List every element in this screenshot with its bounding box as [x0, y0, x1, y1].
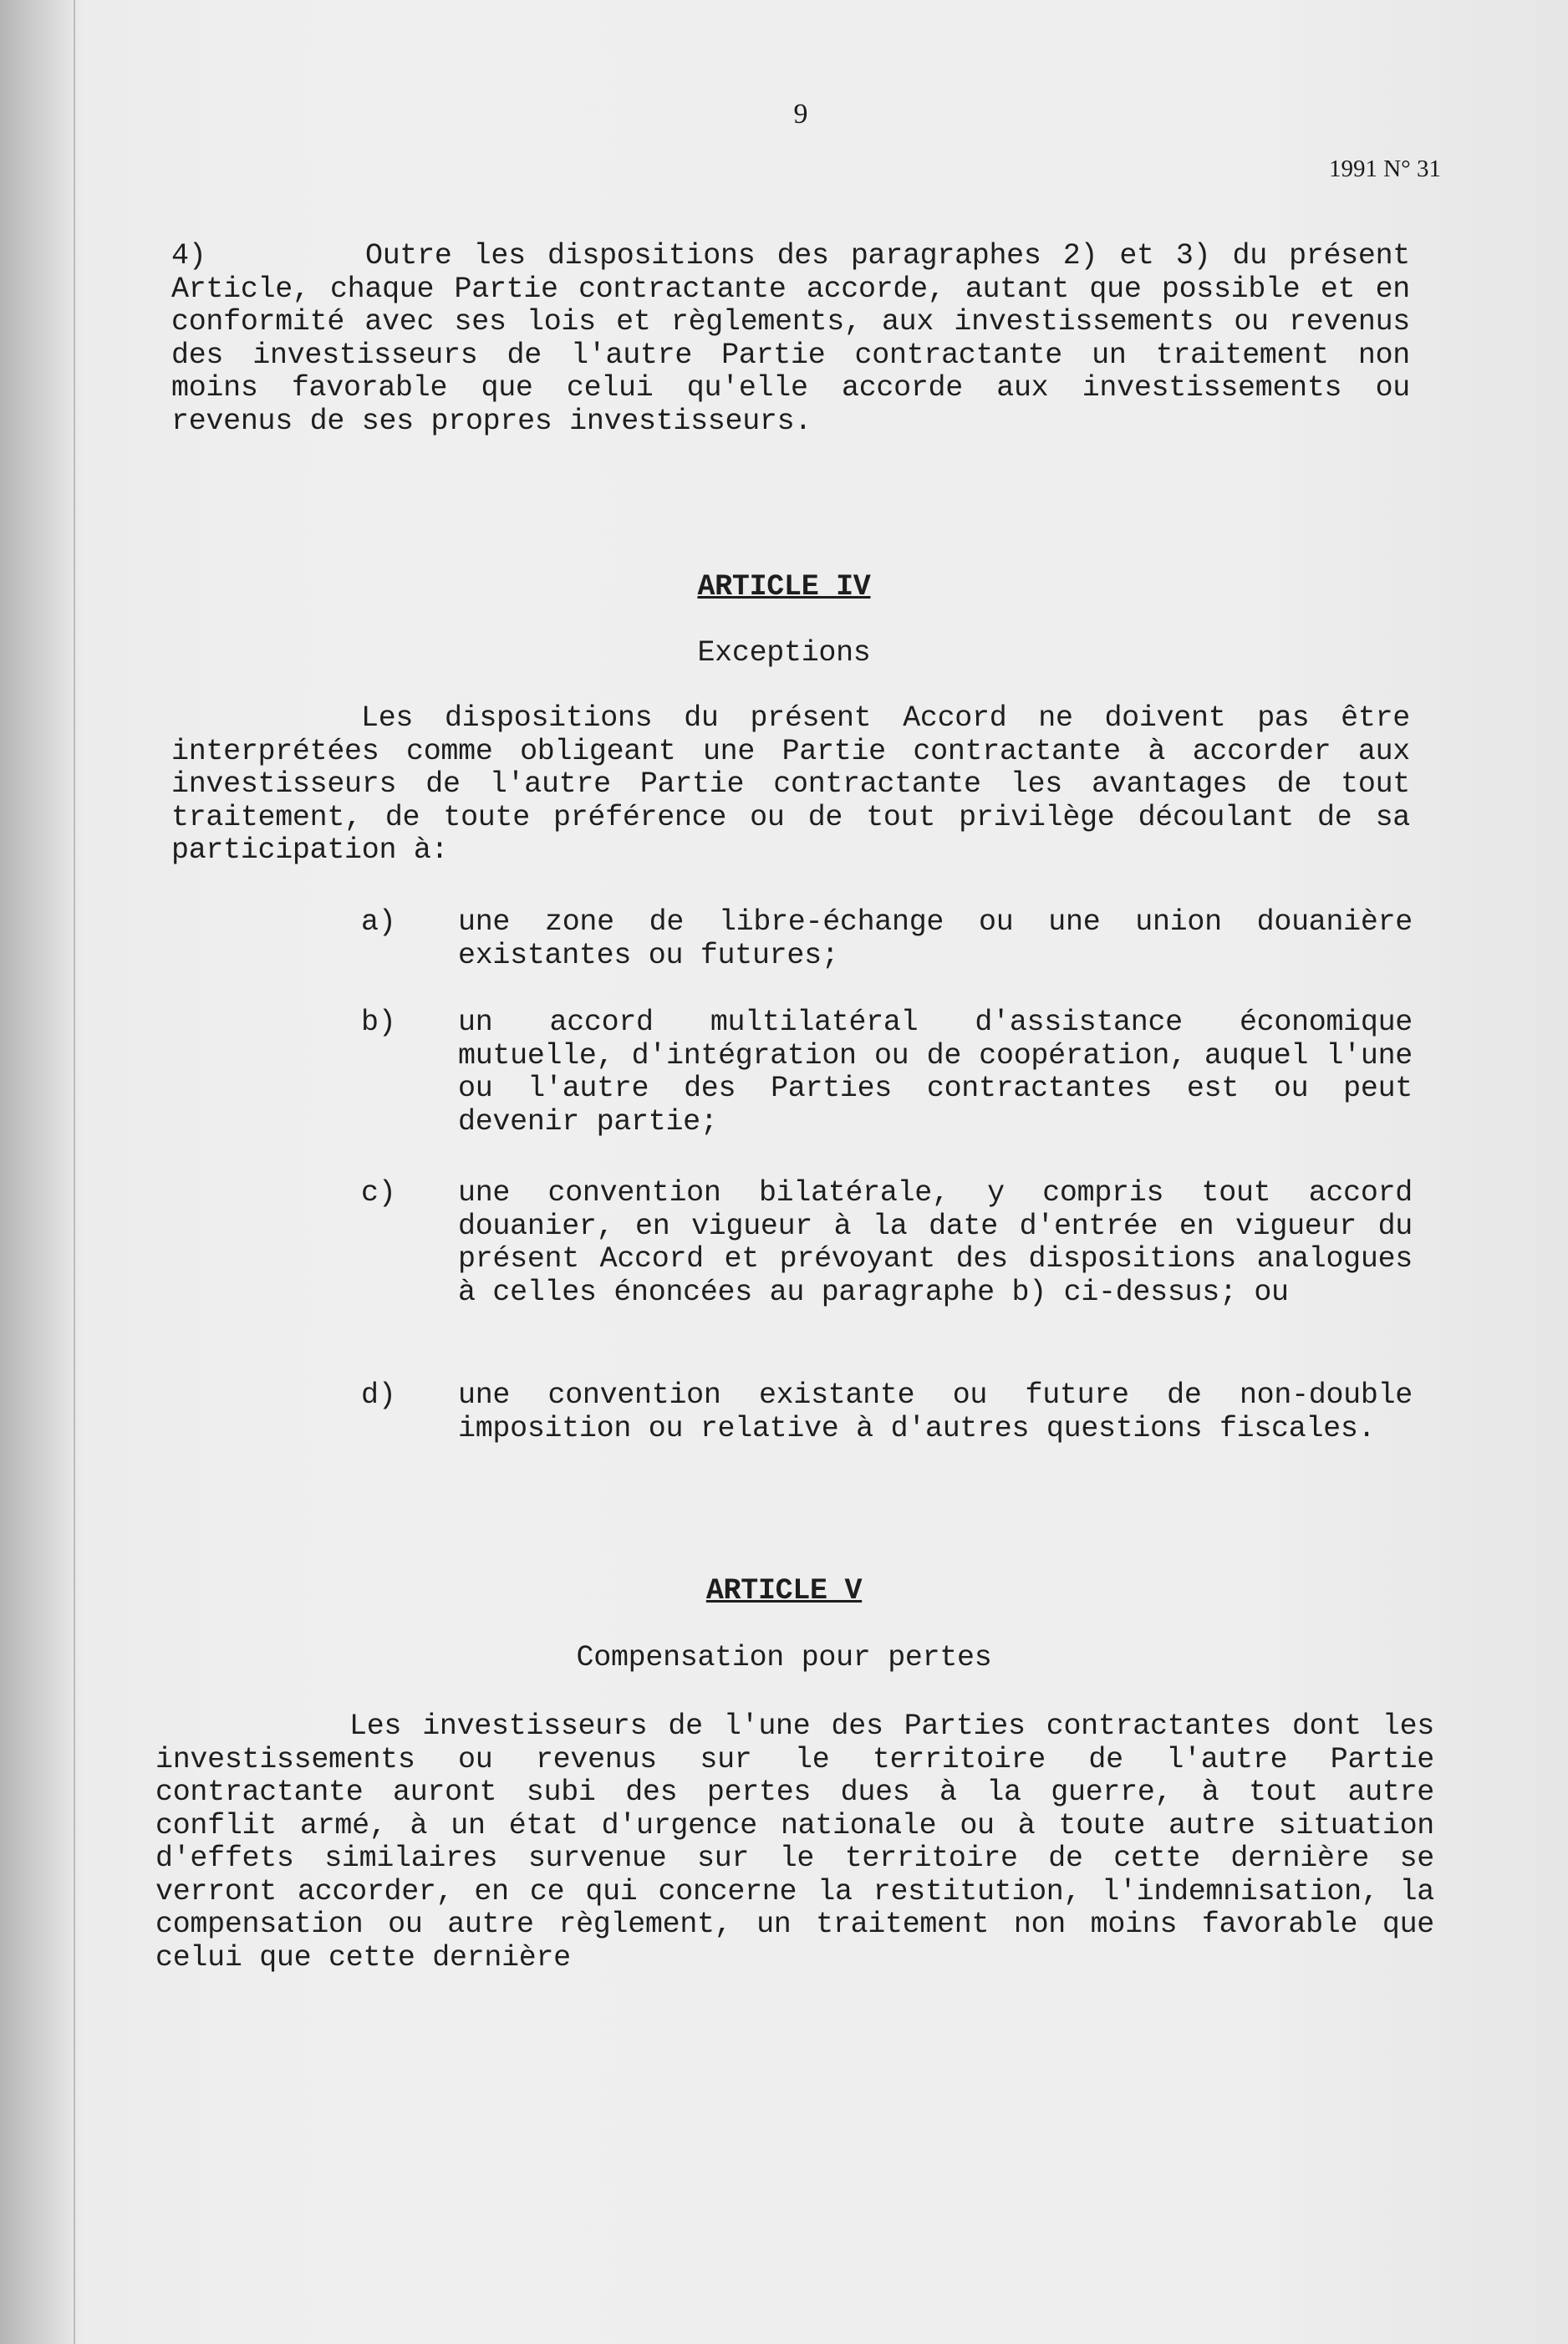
document-reference: 1991 N° 31 [1328, 155, 1441, 182]
article-iv-intro [171, 702, 1410, 868]
item-c-label: c) [361, 1176, 396, 1210]
article-v-body-text: Les investisseurs de l'une des Parties contractantes dont les investissements ou revenus sur le territoire de l'autre Partie contractante auront subi des pertes dues à la guerre, à tout autre conflit armé, à un état d'urgence nationale ou à toute autre situation d'effets similaires survenue sur le territoire de cette dernière se verront accorder, en ce qui concerne la restitution, l'indemnisation, la compensation ou autre règlement, un traitement non moins favorable que celui que cette dernière [155, 1710, 1434, 1975]
article-v-subtitle: Compensation pour pertes [576, 1641, 992, 1674]
binding-shadow [0, 0, 84, 2344]
paragraph-4 [171, 240, 1410, 438]
margin-rule [74, 0, 75, 2344]
item-b-label: b) [361, 1006, 396, 1039]
page-number: 9 [793, 99, 808, 130]
article-iv-intro-text: Les dispositions du présent Accord ne doivent pas être interprétées comme obligeant une Partie contractante à accorder aux investisseurs de l'autre Partie contractante les avantages de tout traitement, de toute préférence ou de tout privilège découlant de sa participation à: [171, 701, 1410, 867]
item-d-text: une convention existante ou future de non-double imposition ou relative à d'autres questions fiscales. [458, 1378, 1413, 1445]
paragraph-4-text: Outre les dispositions des paragraphes 2) et 3) du présent Article, chaque Partie contractante accorde, autant que possible et en conformité avec ses lois et règlements, aux investissements ou revenus des investisseurs de l'autre Partie contractante un traitement non moins favorable que celui qu'elle accorde aux investissements ou revenus de ses propres investisseurs. [171, 239, 1410, 438]
article-iv-title: ARTICLE IV [697, 570, 871, 604]
paragraph-4-label: 4) [171, 239, 206, 273]
item-c-text: une convention bilatérale, y compris tout accord douanier, en vigueur à la date d'entrée en vigueur du présent Accord et prévoyant des dispositions analogues à celles énoncées au paragraphe b) ci-dessus; ou [458, 1176, 1413, 1309]
item-a-label: a) [361, 905, 396, 939]
article-v-body [155, 1710, 1434, 1975]
article-v-title: ARTICLE V [705, 1574, 863, 1608]
article-iv-subtitle: Exceptions [697, 636, 871, 670]
item-d-label: d) [361, 1378, 396, 1412]
item-a-text: une zone de libre-échange ou une union douanière existantes ou futures; [458, 905, 1413, 972]
item-b-text: un accord multilatéral d'assistance économique mutuelle, d'intégration ou de coopération, auquel l'une ou l'autre des Parties contractantes est ou peut devenir partie; [458, 1006, 1413, 1139]
